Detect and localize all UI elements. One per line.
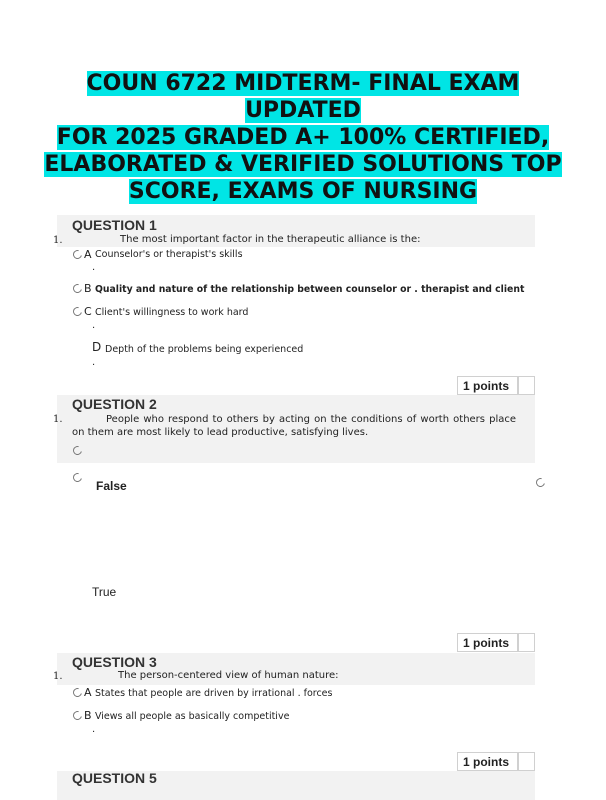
question-2-radio-false[interactable] — [71, 471, 83, 483]
question-3-points-box — [518, 752, 535, 771]
question-1-text: The most important factor in the therapeutic alliance is the: — [120, 234, 421, 245]
option-a-text: Counselor's or therapist's skills — [95, 249, 243, 260]
q3-option-b-radio[interactable] — [71, 709, 83, 721]
option-a-radio[interactable] — [71, 248, 83, 260]
q3-option-b-dot: . — [92, 724, 96, 735]
title-line: FOR 2025 GRADED A+ 100% CERTIFIED, — [56, 125, 550, 150]
question-1-heading: QUESTION 1 — [72, 217, 157, 233]
option-d-dot: . — [92, 357, 96, 368]
q3-option-b-text: Views all people as basically competitive — [95, 711, 290, 722]
question-2-number: 1. — [53, 414, 63, 425]
option-c-text: Client's willingness to work hard — [95, 307, 249, 318]
q3-option-b-letter: B — [84, 709, 92, 722]
question-1-number: 1. — [53, 235, 63, 246]
false-option-label: False — [96, 479, 127, 493]
option-b-text: Quality and nature of the relationship between counselor or . therapist and client — [95, 284, 525, 295]
question-3-number: 1. — [53, 671, 63, 682]
question-1-points-box — [518, 376, 535, 395]
option-b-radio[interactable] — [71, 282, 83, 294]
option-c-dot: . — [92, 320, 96, 331]
question-2-radio-right[interactable] — [534, 476, 546, 488]
question-2-points: 1 points — [457, 633, 518, 652]
question-2-heading: QUESTION 2 — [72, 396, 157, 412]
q3-option-a-text: States that people are driven by irrational . forces — [95, 688, 333, 699]
true-option-label: True — [92, 585, 117, 599]
question-2-text: People who respond to others by acting on the conditions of worth others place on them are most likely to lead productive, satisfying lives. — [72, 414, 516, 438]
question-2-points-box — [518, 633, 535, 652]
option-a-letter: A — [84, 248, 92, 261]
option-b-letter: B — [84, 282, 92, 295]
title-line: SCORE, EXAMS OF NURSING — [128, 179, 478, 204]
question-3-points: 1 points — [457, 752, 518, 771]
title-line: ELABORATED & VERIFIED SOLUTIONS TOP — [44, 152, 562, 177]
document-title — [40, 70, 566, 205]
q3-option-a-radio[interactable] — [71, 686, 83, 698]
option-d-text: Depth of the problems being experienced — [105, 344, 304, 355]
question-5-heading: QUESTION 5 — [72, 770, 157, 786]
question-1-points: 1 points — [457, 376, 518, 395]
question-3-text: The person-centered view of human nature: — [118, 670, 339, 681]
question-3-heading: QUESTION 3 — [72, 654, 157, 670]
option-c-letter: C — [84, 305, 92, 318]
option-c-radio[interactable] — [71, 305, 83, 317]
q3-option-a-letter: A — [84, 686, 92, 699]
option-d-letter: D — [92, 340, 102, 354]
title-line: COUN 6722 MIDTERM- FINAL EXAM UPDATED — [86, 71, 520, 123]
option-a-dot: . — [92, 262, 96, 273]
